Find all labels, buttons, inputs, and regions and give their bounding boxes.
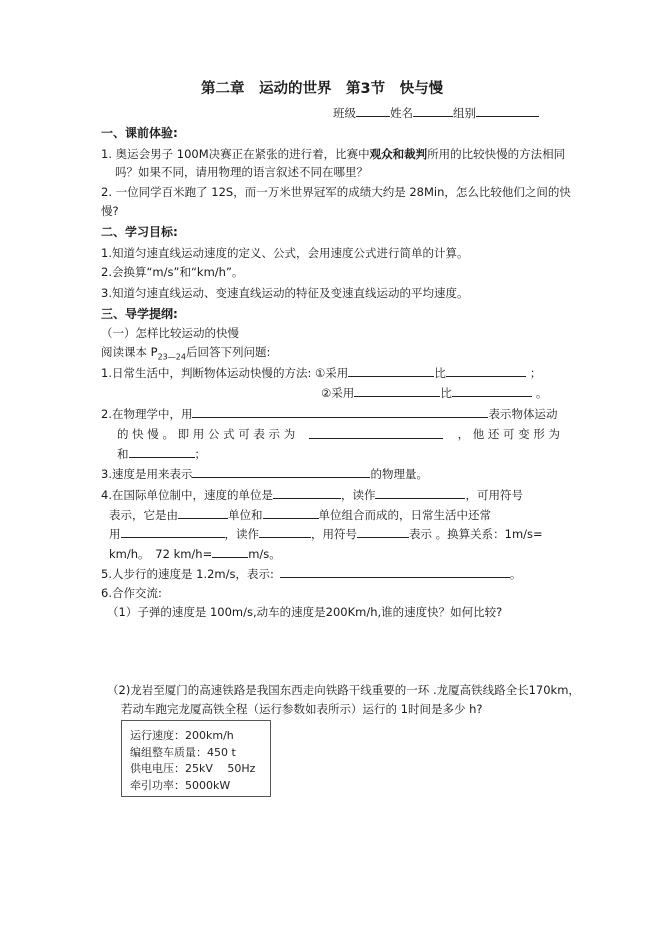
group-label: 组别 xyxy=(453,106,476,120)
q4-use-text: 用 xyxy=(109,527,121,541)
spec-power: 牵引功率：5000kW xyxy=(130,778,231,792)
q1-blank-4[interactable] xyxy=(452,384,532,397)
q3-text-end: 的物理量。 xyxy=(370,467,428,481)
guide-q4-line2 xyxy=(109,506,491,523)
q2-text: 2.在物理学中，用 xyxy=(101,407,193,421)
q1-compare-2: 比 xyxy=(440,386,452,400)
section3-sub1: （一）怎样比较运动的快慢 xyxy=(101,326,239,340)
q1-blank-1[interactable] xyxy=(348,364,434,377)
guide-q4-line3 xyxy=(109,525,543,542)
q1-compare-1: 比 xyxy=(434,366,446,380)
section1-q2-line2: 慢? xyxy=(101,204,119,218)
goal-1: 1.知道匀速直线运动速度的定义、公式，会用速度公式进行简单的计算。 xyxy=(101,246,469,260)
q4-symbol-text: ，可用符号 xyxy=(465,488,523,502)
q4-unit-text: 4.在国际单位制中，速度的单位是 xyxy=(101,488,273,502)
section2-heading: 二、学习目标: xyxy=(101,225,178,239)
group-field[interactable] xyxy=(476,104,539,117)
q1-audience: 观众 xyxy=(369,147,393,161)
reading-instruction xyxy=(101,344,270,365)
q4-conversion-2: km/h。 72 km/h= xyxy=(109,547,213,561)
reading-text: 阅读课本 P xyxy=(101,345,158,359)
student-info-line xyxy=(333,104,539,121)
q4-unit-b-blank[interactable] xyxy=(263,506,319,519)
class-field[interactable] xyxy=(356,104,390,117)
q1-referee: 裁判 xyxy=(404,147,428,161)
guide-q1-line2 xyxy=(321,384,547,401)
q1-blank-2[interactable] xyxy=(446,364,526,377)
page-title: 第二章 运动的世界 第3节 快与慢 xyxy=(201,81,444,97)
q4-read-text: ，读作 xyxy=(340,488,376,502)
q2-semicolon: ； xyxy=(194,447,206,461)
q5-text: 5.人步行的速度是 1.2m/s，表示: xyxy=(101,567,274,581)
guide-q4-line4 xyxy=(109,545,281,562)
q4-daily-unit-blank[interactable] xyxy=(121,525,225,538)
guide-q1-line1 xyxy=(101,364,541,381)
q2-text-end: 表示物体运动 xyxy=(488,407,558,421)
q4-composed-text: 表示，它是由 xyxy=(109,508,178,522)
q4-read-blank[interactable] xyxy=(375,486,465,499)
q1-blank-3[interactable] xyxy=(354,384,440,397)
guide-q6-2-line1: （2)龙岩至厦门的高速铁路是我国东西走向铁路干线重要的一环 .龙厦高铁线路全长170km， xyxy=(107,683,580,697)
goal-2: 2.会换算“m/s”和“km/h”。 xyxy=(101,265,244,279)
q3-text: 3.速度是用来表示 xyxy=(101,467,193,481)
guide-q6-2-line2: 若动车跑完龙厦高铁全程（运行参数如表所示）运行的 1时间是多少 h? xyxy=(121,702,483,716)
q5-blank[interactable] xyxy=(280,565,510,578)
q2-formula-text: 的 快 慢 。 即 用 公 式 可 表 示 为 xyxy=(117,427,296,441)
q1-method-2-label: ②采用 xyxy=(321,386,355,400)
q1-method-label: 1.日常生活中，判断物体运动快慢的方法: ①采用 xyxy=(101,366,349,380)
spec-mass: 编组整车质量：450 t xyxy=(130,745,236,759)
spec-voltage: 供电电压：25kV 50Hz xyxy=(130,762,256,775)
q2-variant-text: ， 他 还 可 变 形 为 xyxy=(457,427,560,441)
guide-q6-1: （1）子弹的速度是 100m/s,动车的速度是200Km/h,谁的速度快？如何比较? xyxy=(107,605,503,619)
name-label: 姓名 xyxy=(390,106,413,120)
q1-text-end: 所用的比较快慢的方法相同 xyxy=(427,147,566,161)
q4-conversion: 表示 。换算关系：1m/s= xyxy=(409,527,543,541)
q4-daily-read-blank[interactable] xyxy=(259,525,311,538)
section1-heading: 一、课前体验: xyxy=(101,126,178,140)
q4-daily-read: ，读作 xyxy=(224,527,259,541)
q4-unit-blank[interactable] xyxy=(273,486,341,499)
goal-3: 3.知道匀速直线运动、变速直线运动的特征及变速直线运动的平均速度。 xyxy=(101,286,469,300)
reading-text-end: 后回答下列问题: xyxy=(185,345,271,359)
q2-blank-1[interactable] xyxy=(192,405,488,418)
q1-period: 。 xyxy=(535,386,548,400)
section1-q1-line2: 吗？如果不同，请用物理的语言叙述不同在哪里？ xyxy=(115,165,368,179)
section3-heading: 三、导学提纲: xyxy=(101,307,178,321)
q5-period: 。 xyxy=(509,567,522,581)
q4-daily-symbol-blank[interactable] xyxy=(357,525,409,538)
guide-q2-line2 xyxy=(117,426,560,442)
section1-q1 xyxy=(101,146,565,162)
q3-blank[interactable] xyxy=(192,465,370,478)
class-label: 班级 xyxy=(333,106,356,120)
guide-q2-line1 xyxy=(101,405,557,422)
guide-q5 xyxy=(101,565,521,582)
q1-and: 和 xyxy=(392,147,405,161)
q4-conversion-end: m/s。 xyxy=(248,547,281,561)
q2-formula-blank[interactable] xyxy=(309,426,443,439)
q4-conversion-blank[interactable] xyxy=(212,545,248,558)
reading-pages: 23—24 xyxy=(157,352,186,362)
guide-q3 xyxy=(101,465,428,482)
q4-daily-symbol: ，用符号 xyxy=(311,527,357,541)
q4-daily-text: 单位组合而成的，日常生活中还常 xyxy=(318,508,491,522)
name-field[interactable] xyxy=(413,104,453,117)
q4-unit-a-blank[interactable] xyxy=(178,506,228,519)
guide-q4-line1 xyxy=(101,486,523,503)
section1-q2: 2. 一位同学百米跑了 12S，而一万米世界冠军的成绩大约是 28Min，怎么比较他们之间的快 xyxy=(101,185,571,199)
spec-speed: 运行速度：200km/h xyxy=(130,729,234,742)
guide-q6: 6.合作交流: xyxy=(101,586,162,600)
train-spec-table xyxy=(121,720,271,797)
q1-text: 1. 奥运会男子 100M决赛正在紧张的进行着，比赛中 xyxy=(101,147,370,161)
q2-and: 和 xyxy=(117,447,129,461)
guide-q2-line3 xyxy=(117,445,206,462)
q1-semicolon: ； xyxy=(529,366,542,380)
q4-unit-and: 单位和 xyxy=(228,508,263,522)
q2-variant-blank[interactable] xyxy=(129,445,195,458)
